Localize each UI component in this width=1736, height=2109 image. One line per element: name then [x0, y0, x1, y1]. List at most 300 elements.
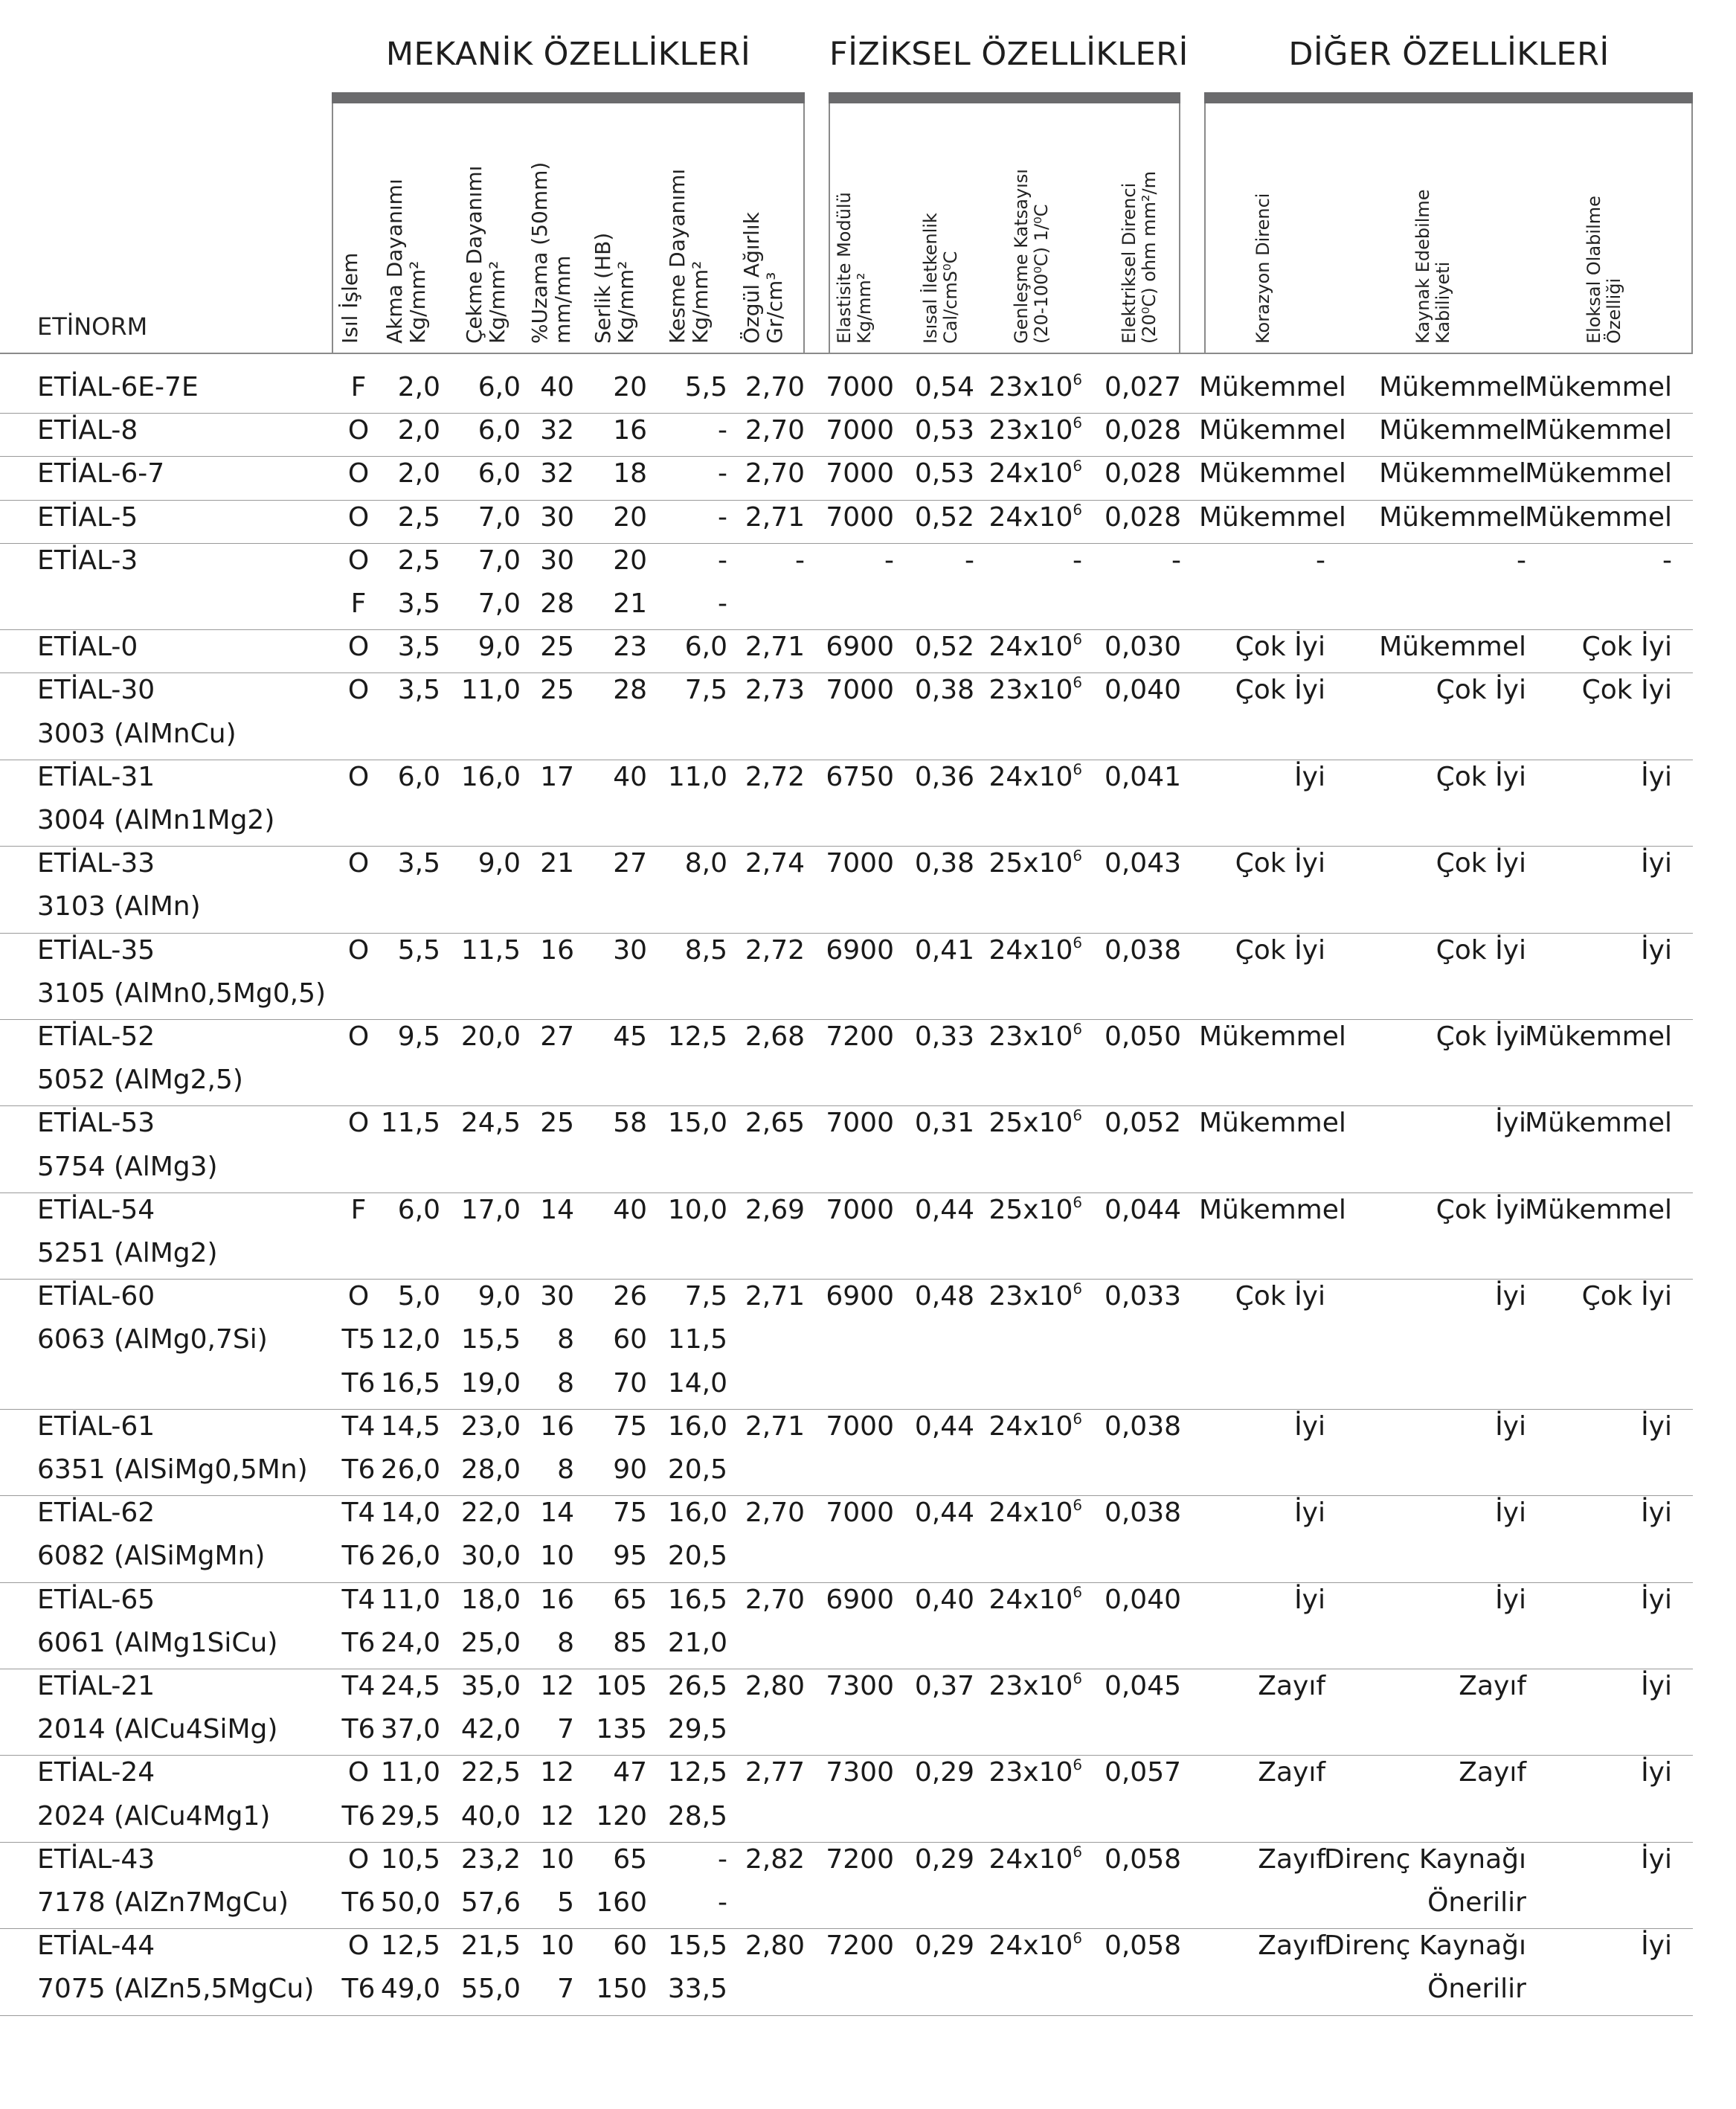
- yield-strength: 16,5: [380, 1367, 440, 1399]
- tensile-strength: 15,5: [460, 1324, 521, 1355]
- corrosion-resistance: Mükemmel: [1199, 372, 1346, 402]
- electrical-resistivity: 0,033: [1104, 1281, 1181, 1312]
- anodizing-suitability: İyi: [1641, 1671, 1672, 1701]
- alloy-designation: 3004 (AlMn1Mg2): [37, 805, 275, 835]
- row-divider: [0, 2015, 1693, 2016]
- tensile-strength: 6,0: [478, 372, 521, 402]
- specific-gravity: 2,80: [745, 1671, 805, 1701]
- elongation: 28: [540, 588, 574, 619]
- elongation: 25: [540, 1108, 574, 1139]
- anodizing-suitability: İyi: [1641, 1930, 1672, 1962]
- tensile-strength: 7,0: [478, 588, 521, 619]
- thermal-conductivity: -: [965, 545, 974, 576]
- expansion-coefficient-exponent: 6: [1073, 458, 1082, 475]
- electrical-resistivity: 0,041: [1104, 761, 1181, 792]
- column-header-uzama: [528, 162, 575, 344]
- shear-strength: 12,5: [667, 1021, 727, 1052]
- expansion-coefficient-base: 23x10: [988, 1757, 1073, 1788]
- specific-gravity: 2,69: [745, 1194, 805, 1225]
- yield-strength: 37,0: [380, 1714, 440, 1745]
- alloy-designation: 6061 (AlMg1SiCu): [37, 1627, 278, 1658]
- weldability: Mükemmel: [1379, 501, 1526, 533]
- column-header-line: mm/mm: [550, 255, 576, 344]
- tensile-strength: 7,0: [478, 545, 521, 576]
- elastic-modulus: -: [884, 545, 894, 576]
- hardness: 70: [613, 1367, 647, 1399]
- section-divider: [1179, 103, 1180, 353]
- shear-strength: 28,5: [667, 1800, 727, 1832]
- tensile-strength: 55,0: [460, 1974, 521, 2005]
- hardness: 30: [613, 934, 647, 966]
- temper-code: T6: [341, 1974, 376, 2005]
- row-divider: [0, 500, 1693, 501]
- column-header-line: Korazyon Direnci: [1253, 193, 1273, 344]
- yield-strength: 26,0: [380, 1541, 440, 1572]
- column-header-line: Genleşme Katsayısı: [1011, 169, 1032, 344]
- hardness: 20: [613, 372, 647, 402]
- yield-strength: 2,5: [397, 545, 440, 576]
- temper-code: T6: [341, 1800, 376, 1832]
- alloy-designation: 5251 (AlMg2): [37, 1238, 218, 1268]
- expansion-coefficient: [988, 1843, 1082, 1876]
- thermal-conductivity: 0,40: [914, 1584, 974, 1615]
- hardness: 135: [596, 1714, 647, 1745]
- alloy-name: ETİAL-3: [37, 545, 138, 576]
- row-divider: [0, 543, 1693, 544]
- section-title-mekanik: MEKANİK ÖZELLİKLERİ: [385, 36, 751, 73]
- elongation: 17: [540, 761, 574, 792]
- specific-gravity: 2,68: [745, 1021, 805, 1052]
- column-header-isisal: [921, 213, 961, 344]
- expansion-coefficient: [988, 1280, 1082, 1313]
- row-divider: [0, 1495, 1693, 1496]
- alloy-name: ETİAL-60: [37, 1281, 155, 1312]
- shear-strength: 8,5: [684, 934, 727, 966]
- specific-gravity: 2,70: [745, 372, 805, 402]
- thermal-conductivity: 0,44: [914, 1410, 974, 1442]
- column-header-line: Özgül Ağırlık: [739, 212, 764, 344]
- anodizing-suitability: Mükemmel: [1525, 458, 1672, 489]
- row-divider: [0, 629, 1693, 630]
- weldability: Çok İyi: [1436, 675, 1526, 706]
- elastic-modulus: 6900: [826, 632, 894, 663]
- column-header-isil: [338, 253, 361, 344]
- row-divider: [0, 1409, 1693, 1410]
- electrical-resistivity: 0,045: [1104, 1671, 1181, 1701]
- expansion-coefficient-exponent: 6: [1073, 1410, 1082, 1428]
- elongation: 10: [540, 1843, 574, 1875]
- expansion-coefficient: [988, 1584, 1082, 1617]
- weldability: Zayıf: [1459, 1671, 1526, 1701]
- hardness: 45: [613, 1021, 647, 1052]
- column-header-korozyon: [1253, 193, 1273, 344]
- tensile-strength: 6,0: [478, 415, 521, 446]
- expansion-coefficient: [988, 414, 1082, 447]
- tensile-strength: 35,0: [460, 1671, 521, 1701]
- tensile-strength: 11,5: [460, 934, 521, 966]
- column-header-line: Akma Dayanımı: [382, 179, 407, 344]
- column-header-ozgul: [740, 212, 787, 344]
- shear-strength: -: [718, 1887, 727, 1918]
- weldability: -: [1517, 545, 1526, 576]
- column-header-line: (20⁰C) ohm mm²/m: [1138, 170, 1160, 344]
- alloy-name: ETİAL-52: [37, 1021, 155, 1052]
- yield-strength: 6,0: [397, 761, 440, 792]
- corrosion-resistance: Zayıf: [1258, 1843, 1325, 1875]
- yield-strength: 9,5: [397, 1021, 440, 1052]
- thermal-conductivity: 0,53: [914, 458, 974, 489]
- specific-gravity: 2,71: [745, 632, 805, 663]
- tensile-strength: 9,0: [478, 848, 521, 879]
- elongation: 32: [540, 415, 574, 446]
- temper-code: O: [347, 545, 370, 576]
- alloy-name: ETİAL-21: [37, 1671, 155, 1701]
- expansion-coefficient-exponent: 6: [1073, 1021, 1082, 1039]
- expansion-coefficient-base: 23x10: [988, 1281, 1073, 1312]
- expansion-coefficient-base: 25x10: [988, 1194, 1073, 1225]
- elongation: 8: [557, 1627, 574, 1658]
- expansion-coefficient-exponent: 6: [1073, 1193, 1082, 1211]
- expansion-coefficient-base: 25x10: [988, 1108, 1073, 1139]
- weldability: Direnç Kaynağı: [1323, 1930, 1526, 1962]
- elastic-modulus: 7000: [826, 675, 894, 706]
- temper-code: O: [347, 1843, 370, 1875]
- expansion-coefficient: [988, 458, 1082, 490]
- shear-strength: 29,5: [667, 1714, 727, 1745]
- elastic-modulus: 7000: [826, 1410, 894, 1442]
- alloy-designation: 6351 (AlSiMg0,5Mn): [37, 1454, 308, 1485]
- tensile-strength: 11,0: [460, 675, 521, 706]
- column-header-line: Elastisite Modülü: [834, 192, 855, 344]
- anodizing-suitability: İyi: [1641, 1584, 1672, 1615]
- specific-gravity: 2,73: [745, 675, 805, 706]
- column-header-line: Eloksal Olabilme: [1584, 196, 1604, 344]
- alloy-name: ETİAL-8: [37, 415, 138, 446]
- thermal-conductivity: 0,29: [914, 1930, 974, 1962]
- section-divider: [829, 103, 830, 353]
- yield-strength: 5,0: [397, 1281, 440, 1312]
- expansion-coefficient: [988, 371, 1082, 404]
- alloy-designation: 3003 (AlMnCu): [37, 718, 237, 749]
- specific-gravity: 2,74: [745, 848, 805, 879]
- electrical-resistivity: 0,050: [1104, 1021, 1181, 1052]
- temper-code: T6: [341, 1887, 376, 1918]
- electrical-resistivity: 0,040: [1104, 1584, 1181, 1615]
- tensile-strength: 16,0: [460, 761, 521, 792]
- column-header-line: Isıl İşlem: [338, 252, 362, 344]
- row-divider: [0, 456, 1693, 457]
- temper-code: T6: [341, 1627, 376, 1658]
- hardness: 60: [613, 1324, 647, 1355]
- corrosion-resistance: Mükemmel: [1199, 1194, 1346, 1225]
- column-header-line: Kg/mm²: [485, 260, 510, 344]
- shear-strength: 16,0: [667, 1410, 727, 1442]
- hardness: 85: [613, 1627, 647, 1658]
- expansion-coefficient-exponent: 6: [1073, 1843, 1082, 1861]
- expansion-coefficient-exponent: 6: [1073, 1670, 1082, 1688]
- thermal-conductivity: 0,38: [914, 675, 974, 706]
- yield-strength: 12,5: [380, 1930, 440, 1962]
- column-header-line: Kg/mm²: [405, 260, 431, 344]
- expansion-coefficient-exponent: 6: [1073, 674, 1082, 692]
- column-header-eloksal: [1584, 196, 1624, 344]
- elastic-modulus: 7000: [826, 501, 894, 533]
- shear-strength: 26,5: [667, 1671, 727, 1701]
- alloy-name: ETİAL-44: [37, 1930, 155, 1962]
- electrical-resistivity: 0,038: [1104, 1498, 1181, 1529]
- temper-code: O: [347, 415, 370, 446]
- expansion-coefficient-exponent: 6: [1073, 847, 1082, 865]
- specific-gravity: 2,71: [745, 501, 805, 533]
- thermal-conductivity: 0,48: [914, 1281, 974, 1312]
- yield-strength: 3,5: [397, 675, 440, 706]
- anodizing-suitability: Çok İyi: [1581, 675, 1672, 706]
- weldability: Mükemmel: [1379, 632, 1526, 663]
- elongation: 10: [540, 1930, 574, 1962]
- yield-strength: 2,0: [397, 372, 440, 402]
- thermal-conductivity: 0,29: [914, 1757, 974, 1788]
- column-header-line: Isısal İletkenlik: [920, 213, 941, 344]
- corrosion-resistance: Çok İyi: [1235, 1281, 1325, 1312]
- expansion-coefficient-exponent: 6: [1073, 1497, 1082, 1515]
- shear-strength: 5,5: [684, 372, 727, 402]
- yield-strength: 24,0: [380, 1627, 440, 1658]
- temper-code: F: [350, 1194, 367, 1225]
- column-header-line: %Uzama (50mm): [527, 161, 552, 344]
- hardness: 75: [613, 1498, 647, 1529]
- tensile-strength: 40,0: [460, 1800, 521, 1832]
- hardness: 65: [613, 1843, 647, 1875]
- column-header-line: Çekme Dayanımı: [462, 165, 486, 344]
- tensile-strength: 22,5: [460, 1757, 521, 1788]
- column-header-line: Elektriksel Direnci: [1119, 182, 1139, 344]
- elastic-modulus: 7200: [826, 1843, 894, 1875]
- alloy-designation: 7075 (AlZn5,5MgCu): [37, 1974, 315, 2005]
- alloy-designation: 2024 (AlCu4Mg1): [37, 1800, 271, 1832]
- electrical-resistivity: 0,027: [1104, 372, 1181, 402]
- tensile-strength: 21,5: [460, 1930, 521, 1962]
- column-header-kaynak: [1413, 189, 1453, 344]
- tensile-strength: 24,5: [460, 1108, 521, 1139]
- shear-strength: -: [718, 458, 727, 489]
- yield-strength: 11,0: [380, 1757, 440, 1788]
- weldability: Mükemmel: [1379, 372, 1526, 402]
- shear-strength: 11,5: [667, 1324, 727, 1355]
- expansion-coefficient-base: 23x10: [988, 675, 1073, 706]
- elastic-modulus: 7300: [826, 1757, 894, 1788]
- alloy-designation: 6082 (AlSiMgMn): [37, 1541, 266, 1572]
- elongation: 40: [540, 372, 574, 402]
- corrosion-resistance: Çok İyi: [1235, 848, 1325, 879]
- section-bar-fiziksel: [829, 92, 1180, 103]
- weldability: İyi: [1495, 1584, 1526, 1615]
- corrosion-resistance: Çok İyi: [1235, 675, 1325, 706]
- column-header-serlik: [591, 233, 638, 344]
- shear-strength: 16,5: [667, 1584, 727, 1615]
- expansion-coefficient-base: 23x10: [988, 372, 1073, 402]
- thermal-conductivity: 0,44: [914, 1194, 974, 1225]
- specific-gravity: 2,77: [745, 1757, 805, 1788]
- expansion-coefficient: [988, 1930, 1082, 1962]
- specific-gravity: 2,65: [745, 1108, 805, 1139]
- yield-strength: 2,0: [397, 458, 440, 489]
- anodizing-suitability: İyi: [1641, 1410, 1672, 1442]
- elastic-modulus: 7000: [826, 415, 894, 446]
- tensile-strength: 19,0: [460, 1367, 521, 1399]
- weldability: Mükemmel: [1379, 415, 1526, 446]
- elongation: 16: [540, 1584, 574, 1615]
- expansion-coefficient-exponent: 6: [1073, 414, 1082, 432]
- alloy-designation: 2014 (AlCu4SiMg): [37, 1714, 278, 1745]
- temper-code: O: [347, 1108, 370, 1139]
- hardness: 90: [613, 1454, 647, 1485]
- electrical-resistivity: 0,044: [1104, 1194, 1181, 1225]
- expansion-coefficient-base: 25x10: [988, 848, 1073, 879]
- expansion-coefficient: [988, 761, 1082, 794]
- column-header-kesme: [666, 169, 713, 344]
- row-divider: [0, 933, 1693, 934]
- anodizing-suitability: Mükemmel: [1525, 1194, 1672, 1225]
- elongation: 5: [557, 1887, 574, 1918]
- temper-code: F: [350, 372, 367, 402]
- elongation: 10: [540, 1541, 574, 1572]
- yield-strength: 11,0: [380, 1584, 440, 1615]
- weldability: Mükemmel: [1379, 458, 1526, 489]
- thermal-conductivity: 0,53: [914, 415, 974, 446]
- anodizing-suitability: Mükemmel: [1525, 372, 1672, 402]
- tensile-strength: 42,0: [460, 1714, 521, 1745]
- electrical-resistivity: 0,030: [1104, 632, 1181, 663]
- corrosion-resistance: Zayıf: [1258, 1671, 1325, 1701]
- thermal-conductivity: 0,38: [914, 848, 974, 879]
- elongation: 12: [540, 1800, 574, 1832]
- tensile-strength: 9,0: [478, 1281, 521, 1312]
- alloy-name: ETİAL-33: [37, 848, 155, 879]
- expansion-coefficient: [988, 1194, 1082, 1227]
- specific-gravity: 2,70: [745, 1498, 805, 1529]
- shear-strength: 16,0: [667, 1498, 727, 1529]
- alloy-name: ETİAL-5: [37, 501, 138, 533]
- row-divider: [0, 1192, 1693, 1193]
- electrical-resistivity: -: [1171, 545, 1181, 576]
- tensile-strength: 17,0: [460, 1194, 521, 1225]
- thermal-conductivity: 0,54: [914, 372, 974, 402]
- specific-gravity: 2,72: [745, 761, 805, 792]
- shear-strength: 12,5: [667, 1757, 727, 1788]
- hardness: 40: [613, 761, 647, 792]
- hardness: 58: [613, 1108, 647, 1139]
- alloy-name: ETİAL-35: [37, 934, 155, 966]
- shear-strength: 33,5: [667, 1974, 727, 2005]
- alloy-designation: 6063 (AlMg0,7Si): [37, 1324, 268, 1355]
- alloy-name: ETİAL-43: [37, 1843, 155, 1875]
- column-header-line: Kg/mm²: [614, 260, 639, 344]
- elongation: 8: [557, 1454, 574, 1485]
- hardness: 160: [596, 1887, 647, 1918]
- hardness: 120: [596, 1800, 647, 1832]
- expansion-coefficient-exponent: 6: [1073, 1107, 1082, 1125]
- hardness: 47: [613, 1757, 647, 1788]
- shear-strength: 6,0: [684, 632, 727, 663]
- column-header-line: (20-100⁰C) 1/⁰C: [1030, 204, 1052, 344]
- elastic-modulus: 6900: [826, 1281, 894, 1312]
- expansion-coefficient-exponent: 6: [1073, 631, 1082, 649]
- expansion-coefficient-base: 24x10: [988, 1498, 1073, 1529]
- expansion-coefficient: [988, 674, 1082, 707]
- weldability: Önerilir: [1427, 1887, 1526, 1918]
- alloy-name: ETİAL-62: [37, 1498, 155, 1529]
- elastic-modulus: 7000: [826, 1498, 894, 1529]
- corrosion-resistance: Mükemmel: [1199, 1108, 1346, 1139]
- expansion-coefficient-exponent: 6: [1073, 1756, 1082, 1774]
- shear-strength: 11,0: [667, 761, 727, 792]
- elongation: 21: [540, 848, 574, 879]
- anodizing-suitability: Mükemmel: [1525, 1021, 1672, 1052]
- shear-strength: 7,5: [684, 675, 727, 706]
- weldability: Önerilir: [1427, 1974, 1526, 2005]
- weldability: Çok İyi: [1436, 1021, 1526, 1052]
- yield-strength: 26,0: [380, 1454, 440, 1485]
- thermal-conductivity: 0,44: [914, 1498, 974, 1529]
- elastic-modulus: 7000: [826, 1194, 894, 1225]
- anodizing-suitability: -: [1662, 545, 1672, 576]
- corrosion-resistance: Zayıf: [1258, 1930, 1325, 1962]
- column-header-line: Kg/mm²: [853, 272, 875, 344]
- tensile-strength: 23,2: [460, 1843, 521, 1875]
- electrical-resistivity: 0,028: [1104, 458, 1181, 489]
- elongation: 32: [540, 458, 574, 489]
- temper-code: O: [347, 934, 370, 966]
- elastic-modulus: 6900: [826, 934, 894, 966]
- thermal-conductivity: 0,33: [914, 1021, 974, 1052]
- expansion-coefficient: [988, 1410, 1082, 1443]
- weldability: Çok İyi: [1436, 848, 1526, 879]
- elongation: 16: [540, 934, 574, 966]
- row-divider: [0, 1019, 1693, 1020]
- elongation: 8: [557, 1324, 574, 1355]
- thermal-conductivity: 0,41: [914, 934, 974, 966]
- expansion-coefficient-base: 24x10: [988, 761, 1073, 792]
- alloy-name: ETİAL-30: [37, 675, 155, 706]
- yield-strength: 3,5: [397, 632, 440, 663]
- anodizing-suitability: Mükemmel: [1525, 501, 1672, 533]
- weldability: İyi: [1495, 1108, 1526, 1139]
- hardness: 28: [613, 675, 647, 706]
- alloy-name: ETİAL-24: [37, 1757, 155, 1788]
- yield-strength: 12,0: [380, 1324, 440, 1355]
- shear-strength: 10,0: [667, 1194, 727, 1225]
- elongation: 30: [540, 501, 574, 533]
- expansion-coefficient-exponent: 6: [1073, 1583, 1082, 1601]
- hardness: 95: [613, 1541, 647, 1572]
- specific-gravity: -: [795, 545, 805, 576]
- alloy-designation: 5754 (AlMg3): [37, 1151, 218, 1182]
- expansion-coefficient: [988, 1756, 1082, 1789]
- yield-strength: 6,0: [397, 1194, 440, 1225]
- corrosion-resistance: -: [1316, 545, 1325, 576]
- hardness: 105: [596, 1671, 647, 1701]
- elongation: 14: [540, 1194, 574, 1225]
- column-header-line: Kaynak Edebilme: [1412, 189, 1433, 344]
- electrical-resistivity: 0,057: [1104, 1757, 1181, 1788]
- column-header-elastisite: [835, 192, 875, 344]
- elongation: 14: [540, 1498, 574, 1529]
- corrosion-resistance: Mükemmel: [1199, 501, 1346, 533]
- tensile-strength: 30,0: [460, 1541, 521, 1572]
- anodizing-suitability: Mükemmel: [1525, 415, 1672, 446]
- shear-strength: 20,5: [667, 1454, 727, 1485]
- alloy-name: ETİAL-54: [37, 1194, 155, 1225]
